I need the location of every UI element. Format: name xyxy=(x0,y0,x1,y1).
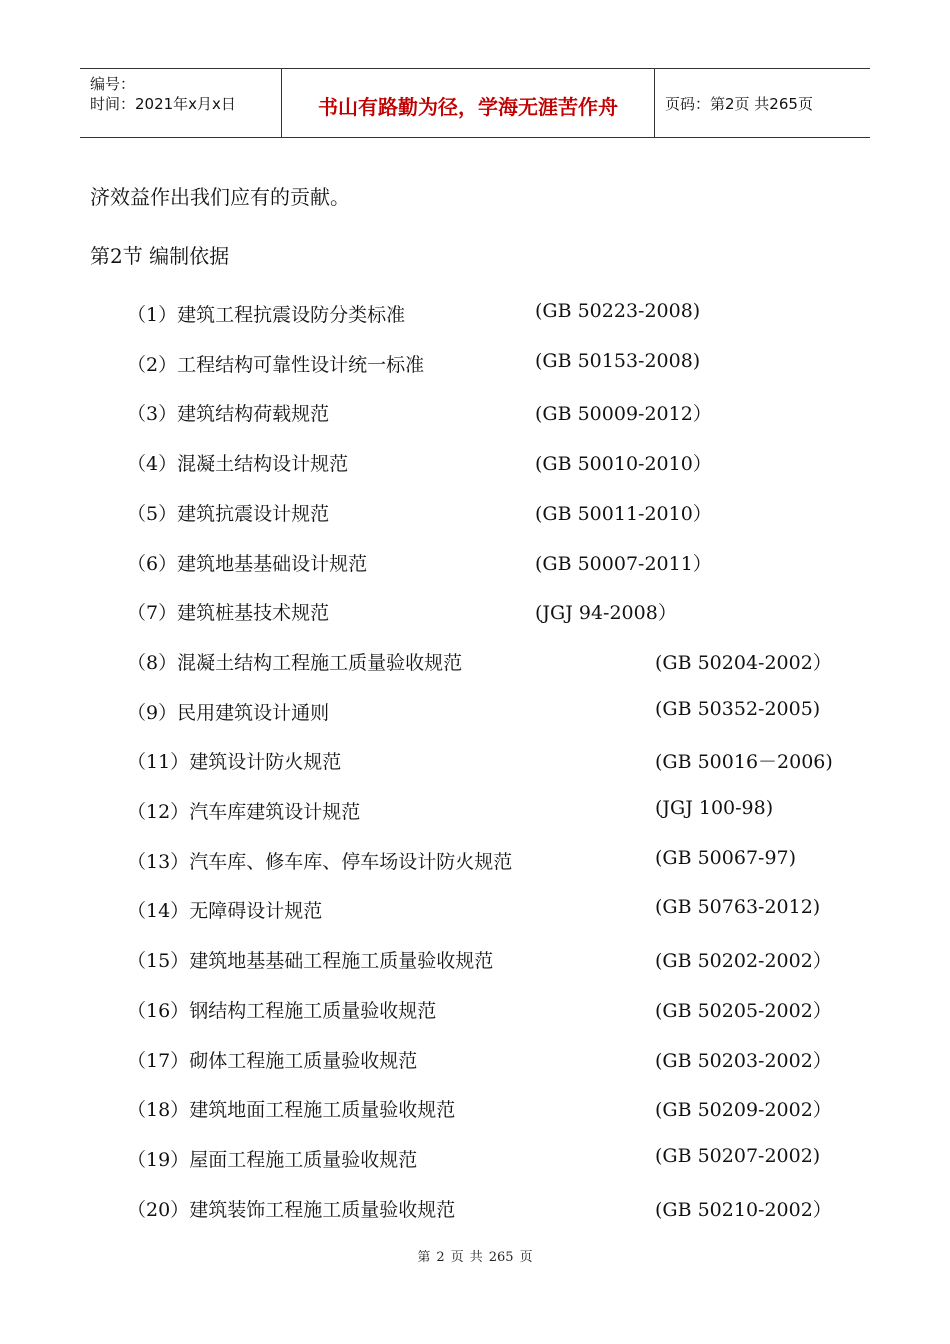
reference-code: (GB 50204-2002） xyxy=(655,651,832,674)
page-footer xyxy=(0,1246,950,1265)
reference-title-text: 民用建筑设计通则 xyxy=(177,701,330,724)
reference-code: (GB 50007-2011） xyxy=(535,552,712,575)
reference-title-text: 无障碍设计规范 xyxy=(189,900,323,923)
reference-item xyxy=(0,598,950,628)
reference-item xyxy=(0,698,950,728)
reference-title: （6） xyxy=(127,552,178,575)
reference-code: (GB 50153-2008) xyxy=(535,349,701,372)
reference-title-text: 混凝土结构设计规范 xyxy=(177,453,349,476)
reference-title: （13） xyxy=(127,850,190,873)
reference-title: （2） xyxy=(127,353,178,376)
reference-label xyxy=(127,847,512,874)
reference-title-text: 钢结构工程施工质量验收规范 xyxy=(189,999,437,1022)
footer-di: 第 xyxy=(417,1250,431,1265)
reference-title-text: 建筑装饰工程施工质量验收规范 xyxy=(189,1198,456,1221)
reference-code: (GB 50207-2002) xyxy=(655,1144,821,1167)
reference-code: (GB 50209-2002） xyxy=(655,1099,832,1122)
reference-title: （4） xyxy=(127,453,178,476)
reference-label xyxy=(127,996,436,1023)
reference-label xyxy=(127,747,341,774)
reference-code: (GB 50203-2002） xyxy=(655,1049,832,1072)
footer-total-pages: 265 xyxy=(488,1250,514,1265)
reference-title: （16） xyxy=(127,999,190,1022)
reference-item xyxy=(0,797,950,827)
reference-title: （9） xyxy=(127,701,178,724)
header-page-info: 页码：第2页 共265页 xyxy=(665,95,813,113)
reference-label xyxy=(127,946,493,973)
reference-item xyxy=(0,996,950,1026)
reference-label xyxy=(127,300,405,327)
header-page-cell xyxy=(655,69,870,137)
reference-title-text: 建筑抗震设计规范 xyxy=(177,502,330,525)
reference-title-text: 建筑桩基技术规范 xyxy=(177,602,330,625)
reference-label xyxy=(127,449,348,476)
reference-title-text: 建筑地基基础工程施工质量验收规范 xyxy=(189,950,494,973)
reference-label xyxy=(127,1195,455,1222)
reference-item xyxy=(0,896,950,926)
reference-item xyxy=(0,300,950,330)
reference-label xyxy=(127,499,329,526)
reference-label xyxy=(127,698,329,725)
footer-gong: 共 xyxy=(469,1250,483,1265)
reference-code: (JGJ 94-2008） xyxy=(535,602,677,625)
header-motto: 书山有路勤为径，学海无涯苦作舟 xyxy=(318,95,618,119)
reference-item xyxy=(0,1095,950,1125)
reference-title: （14） xyxy=(127,900,190,923)
reference-item xyxy=(0,747,950,777)
reference-code: (GB 50210-2002） xyxy=(655,1198,832,1221)
footer-page-number: 2 xyxy=(436,1250,445,1265)
reference-item xyxy=(0,350,950,380)
reference-code: (GB 50202-2002） xyxy=(655,950,832,973)
reference-code: (GB 50205-2002） xyxy=(655,999,832,1022)
reference-label xyxy=(127,350,424,377)
section-title: 第2节 编制依据 xyxy=(90,244,230,268)
page-header xyxy=(80,68,870,138)
reference-title: （12） xyxy=(127,801,190,823)
header-meta-cell xyxy=(80,69,282,137)
reference-title: （8） xyxy=(127,651,178,674)
reference-title: （17） xyxy=(127,1049,190,1072)
reference-title: （11） xyxy=(127,751,190,774)
reference-title-text: 建筑设计防火规范 xyxy=(189,751,342,774)
reference-title: （20） xyxy=(127,1198,190,1221)
reference-label xyxy=(127,1046,417,1073)
reference-title-text: 建筑地基基础设计规范 xyxy=(177,552,368,575)
reference-code: (GB 50223-2008) xyxy=(535,300,701,322)
reference-code: (GB 50352-2005) xyxy=(655,697,821,720)
reference-code: (GB 50016－2006) xyxy=(655,751,833,774)
reference-label xyxy=(127,399,329,426)
reference-label xyxy=(127,598,329,625)
reference-title: （18） xyxy=(127,1099,190,1122)
reference-title-text: 汽车库、修车库、停车场设计防火规范 xyxy=(189,850,513,873)
reference-title: （15） xyxy=(127,950,190,973)
reference-item xyxy=(0,399,950,429)
reference-item xyxy=(0,946,950,976)
document-date-label: 时间：2021年x月x日 xyxy=(90,95,236,113)
reference-item xyxy=(0,847,950,877)
reference-item xyxy=(0,499,950,529)
reference-item xyxy=(0,549,950,579)
reference-item xyxy=(0,1046,950,1076)
reference-label xyxy=(127,648,462,675)
reference-item xyxy=(0,648,950,678)
footer-ye2: 页 xyxy=(519,1250,533,1265)
document-number-label: 编号： xyxy=(90,75,136,93)
reference-code: (GB 50011-2010） xyxy=(535,502,712,525)
reference-title-text: 建筑工程抗震设防分类标准 xyxy=(177,304,406,326)
reference-title: （5） xyxy=(127,502,178,525)
continuation-paragraph: 济效益作出我们应有的贡献。 xyxy=(90,185,350,209)
reference-code: (GB 50763-2012) xyxy=(655,896,821,919)
reference-title-text: 建筑地面工程施工质量验收规范 xyxy=(189,1099,456,1122)
reference-label xyxy=(127,549,367,576)
reference-code: (GB 50067-97) xyxy=(655,846,797,869)
reference-label xyxy=(127,896,322,923)
reference-code: (GB 50009-2012） xyxy=(535,403,712,426)
reference-title: （7） xyxy=(127,602,178,625)
reference-code: (GB 50010-2010） xyxy=(535,453,712,476)
reference-label xyxy=(127,1145,417,1172)
reference-label xyxy=(127,797,360,824)
reference-item xyxy=(0,449,950,479)
reference-label xyxy=(127,1095,455,1122)
reference-title-text: 汽车库建筑设计规范 xyxy=(189,801,361,823)
footer-ye: 页 xyxy=(450,1250,464,1265)
header-motto-cell xyxy=(282,69,655,137)
reference-title: （1） xyxy=(127,304,178,326)
reference-item xyxy=(0,1195,950,1225)
reference-title: （3） xyxy=(127,403,178,426)
reference-title-text: 屋面工程施工质量验收规范 xyxy=(189,1148,418,1171)
reference-title: （19） xyxy=(127,1148,190,1171)
reference-title-text: 混凝土结构工程施工质量验收规范 xyxy=(177,651,463,674)
reference-title-text: 砌体工程施工质量验收规范 xyxy=(189,1049,418,1072)
reference-code: (JGJ 100-98) xyxy=(655,797,774,819)
reference-title-text: 工程结构可靠性设计统一标准 xyxy=(177,353,425,376)
reference-title-text: 建筑结构荷载规范 xyxy=(177,403,330,426)
reference-item xyxy=(0,1145,950,1175)
